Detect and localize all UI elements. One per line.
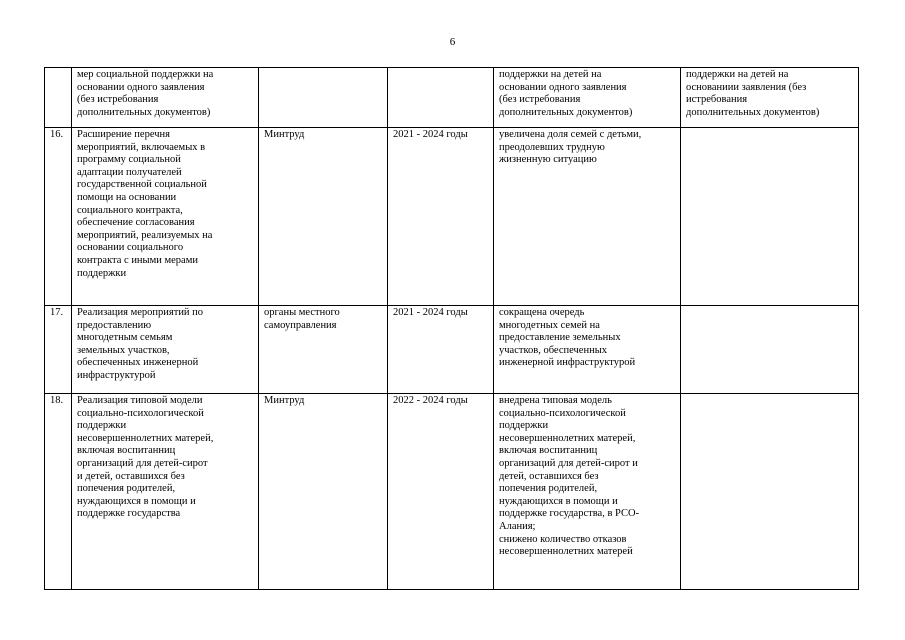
expected-result: поддержки на детей на основании одного заявления (без истребования дополнительных документов) [494, 68, 681, 128]
result-extra [681, 394, 859, 590]
period: 2022 - 2024 годы [388, 394, 494, 590]
expected-result: сокращена очередь многодетных семей на предоставление земельных участков, обеспеченных инженерной инфраструктурой [494, 306, 681, 394]
measure-name: Реализация типовой модели социально-психологической поддержки несовершеннолетних матерей, включая воспитанниц организаций для детей-сирот и детей, оставшихся без попечения родителей, нуждающихся в помощи и поддержке государства [72, 394, 259, 590]
table-row [45, 68, 859, 128]
executor: Минтруд [259, 394, 388, 590]
measure-name: мер социальной поддержки на основании одного заявления (без истребования дополнительных документов) [72, 68, 259, 128]
period: 2021 - 2024 годы [388, 306, 494, 394]
expected-result: внедрена типовая модель социально-психологической поддержки несовершеннолетних матерей, включая воспитанниц организаций для детей-сирот и детей, оставшихся без попечения родителей, нуждающихся в помощи и поддержке государства, в РСО- Алания; снижено количество отказов несовершеннолетних матерей [494, 394, 681, 590]
table-row [45, 306, 859, 394]
page-number: 6 [449, 36, 456, 48]
row-number: 18. [45, 394, 72, 590]
measure-name: Расширение перечня мероприятий, включаемых в программу социальной адаптации получателей государственной социальной помощи на основании социального контракта, обеспечение согласования мероприятий, реализуемых на основании социального контракта с иными мерами поддержки [72, 128, 259, 306]
row-number: 17. [45, 306, 72, 394]
result-extra [681, 128, 859, 306]
executor: органы местного самоуправления [259, 306, 388, 394]
executor [259, 68, 388, 128]
table-row [45, 128, 859, 306]
period: 2021 - 2024 годы [388, 128, 494, 306]
row-number [45, 68, 72, 128]
result-extra: поддержки на детей на основаниии заявления (без истребования дополнительных документов) [681, 68, 859, 128]
result-extra [681, 306, 859, 394]
row-number: 16. [45, 128, 72, 306]
table-row [45, 394, 859, 590]
measure-name: Реализация мероприятий по предоставлению многодетным семьям земельных участков, обеспеченных инженерной инфраструктурой [72, 306, 259, 394]
period [388, 68, 494, 128]
measures-table [44, 67, 859, 590]
expected-result: увеличена доля семей с детьми, преодолевших трудную жизненную ситуацию [494, 128, 681, 306]
executor: Минтруд [259, 128, 388, 306]
